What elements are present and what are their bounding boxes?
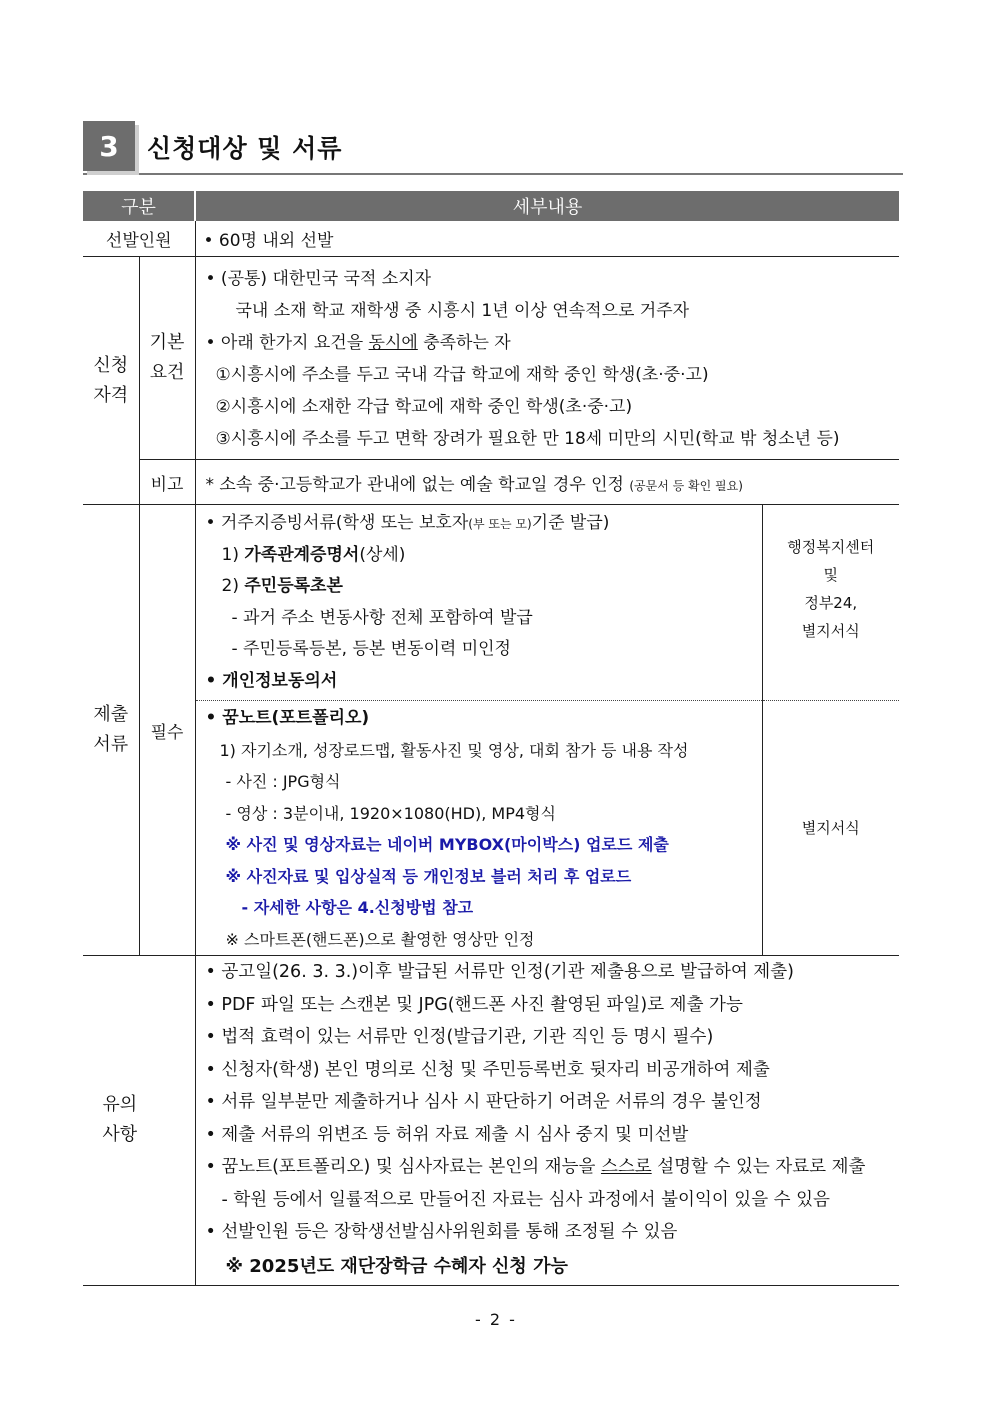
list-item: • 꿈노트(포트폴리오) 및 심사자료는 본인의 재능을 스스로 설명할 수 있는 자료로 제출	[205, 1157, 866, 1177]
row-basic-requirements	[83, 257, 899, 460]
list-item: • 아래 한가지 요건을 동시에 충족하는 자	[205, 333, 511, 353]
basic-requirements-label: 기본 요건	[139, 257, 195, 460]
list-item: 1) 가족관계증명서(상세)	[221, 544, 406, 565]
underlined-text: 동시에	[368, 333, 418, 353]
list-item: 2) 주민등록초본	[221, 576, 343, 596]
row-cautions	[83, 956, 899, 1286]
section-heading	[83, 117, 903, 175]
selection-value: • 60명 내외 선발	[203, 231, 334, 251]
list-item: - 사진 : JPG형식	[225, 772, 341, 791]
row-note	[83, 460, 899, 505]
note-label: 비고	[139, 460, 195, 505]
list-item: ※ 2025년도 재단장학금 수혜자 신청 가능	[225, 1255, 568, 1277]
residence-documents-content	[195, 505, 762, 701]
list-item: • PDF 파일 또는 스캔본 및 JPG(핸드폰 사진 촬영된 파일)로 제출 가능	[205, 994, 743, 1015]
table-header	[83, 191, 899, 221]
list-item: ②시흥시에 소재한 각급 학교에 재학 중인 학생(초·중·고)	[215, 397, 633, 417]
list-item: • 신청자(학생) 본인 명의로 신청 및 주민등록번호 뒷자리 비공개하여 제출	[205, 1059, 770, 1080]
documents-label: 제출 서류	[83, 505, 139, 956]
basic-requirements-content	[195, 257, 899, 460]
notice-text: ※ 사진자료 및 입상실적 등 개인정보 블러 처리 후 업로드	[225, 866, 632, 886]
header-details: 세부내용	[195, 191, 899, 221]
list-item: ①시흥시에 주소를 두고 국내 각급 학교에 재학 중인 학생(초·중·고)	[215, 365, 709, 385]
section-number: 3	[83, 121, 135, 171]
list-item: • 꿈노트(포트폴리오)	[205, 708, 370, 728]
list-item: - 과거 주소 변동사항 전체 포함하여 발급	[231, 607, 533, 628]
list-item: • (공통) 대한민국 국적 소지자	[205, 269, 432, 289]
list-item: • 제출 서류의 위변조 등 허위 자료 제출 시 심사 중지 및 미선발	[205, 1124, 689, 1145]
list-item: - 영상 : 3분이내, 1920×1080(HD), MP4형식	[225, 803, 556, 823]
row-documents-portfolio	[83, 701, 899, 956]
requirements-table	[83, 191, 899, 1286]
underlined-text: 스스로	[600, 1157, 652, 1177]
cautions-content	[195, 956, 899, 1286]
list-item: • 공고일(26. 3. 3.)이후 발급된 서류만 인정(기관 제출용으로 발급하여 제출)	[205, 962, 794, 982]
portfolio-form: 별지서식	[762, 701, 899, 956]
list-item: ※ 스마트폰(핸드폰)으로 촬영한 영상만 인정	[225, 929, 535, 949]
qualification-label: 신청 자격	[83, 257, 139, 505]
selection-label: 선발인원	[83, 221, 195, 257]
row-selection	[83, 221, 899, 257]
list-item: • 법적 효력이 있는 서류만 인정(발급기관, 기관 직인 등 명시 필수)	[205, 1027, 714, 1047]
note-content: * 소속 중·고등학교가 관내에 없는 예술 학교일 경우 인정 (공문서 등 확인 필요)	[195, 460, 899, 505]
list-item: • 서류 일부분만 제출하거나 심사 시 판단하기 어려운 서류의 경우 불인정	[205, 1092, 762, 1112]
page-number: - 2 -	[475, 1310, 517, 1329]
section-title: 신청대상 및 서류	[147, 134, 343, 163]
row-documents-residence	[83, 505, 899, 701]
list-item: • 선발인원 등은 장학생선발심사위원회를 통해 조정될 수 있음	[205, 1222, 678, 1242]
list-item: 국내 소재 학교 재학생 중 시흥시 1년 이상 연속적으로 거주자	[235, 301, 690, 321]
list-item: ③시흥시에 주소를 두고 면학 장려가 필요한 만 18세 미만의 시민(학교 밖 청소년 등)	[215, 429, 840, 449]
header-category: 구분	[83, 191, 195, 221]
list-item: • 개인정보동의서	[205, 670, 338, 691]
list-item: - 학원 등에서 일률적으로 만들어진 자료는 심사 과정에서 불이익이 있을 수 있음	[221, 1189, 830, 1210]
portfolio-content	[195, 701, 762, 956]
residence-issuer: 행정복지센터 및 정부24, 별지서식	[762, 505, 899, 701]
list-item: 1) 자기소개, 성장로드맵, 활동사진 및 영상, 대회 참가 등 내용 작성	[219, 740, 689, 760]
required-label: 필수	[139, 505, 195, 956]
list-item: • 거주지증빙서류(학생 또는 보호자(부 또는 모)기준 발급)	[205, 513, 610, 533]
notice-text: - 자세한 사항은 4.신청방법 참고	[241, 898, 474, 917]
notice-text: ※ 사진 및 영상자료는 네이버 MYBOX(마이박스) 업로드 제출	[225, 835, 669, 854]
list-item: - 주민등록등본, 등본 변동이력 미인정	[231, 639, 511, 659]
cautions-label: 유의 사항	[83, 956, 195, 1286]
